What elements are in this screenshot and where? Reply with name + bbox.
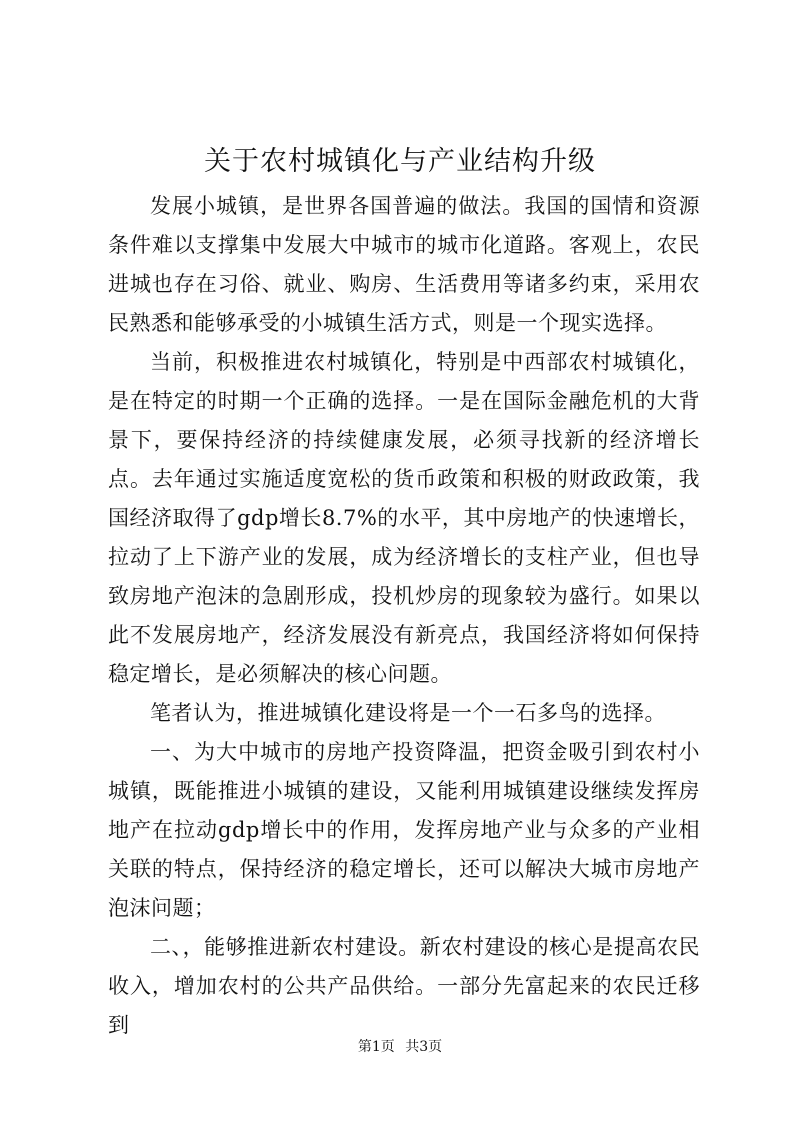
- paragraph: 笔者认为，推进城镇化建设将是一个一石多鸟的选择。: [150, 701, 666, 725]
- paragraph: 当前，积极推进农村城镇化，特别是中西部农村城镇化，是在特定的时期一个正确的选择。一是在国际金融危机的大背景下，要保持经济的持续健康发展，必须寻找新的经济增长点。去年通过实施适度宽松的货币政策和积极的财政政策，我国经济取得了gdp增长8.7%的水平，其中房地产的快速增长，拉动了上下游产业的发展，成为经济增长的支柱产业，但也导致房地产泡沫的急剧形成，投机炒房的现象较为盛行。如果以此不发展房地产，经济发展没有新亮点，我国经济将如何保持稳定增长，是必须解决的核心问题。: [108, 350, 700, 686]
- paragraph: 二、，能够推进新农村建设。新农村建设的核心是提高农民收入，增加农村的公共产品供给。一部分先富起来的农民迁移到: [108, 935, 700, 1037]
- page-footer: [0, 1037, 800, 1057]
- page-number: 第1页: [357, 1039, 395, 1055]
- paragraph: 发展小城镇，是世界各国普遍的做法。我国的国情和资源条件难以支撑集中发展大中城市的城市化道路。客观上，农民进城也存在习俗、就业、购房、生活费用等诸多约束，采用农民熟悉和能够承受的小城镇生活方式，则是一个现实选择。: [108, 194, 700, 335]
- page-total: 共3页: [405, 1039, 443, 1055]
- paragraph: 一、为大中城市的房地产投资降温，把资金吸引到农村小城镇，既能推进小城镇的建设，又能利用城镇建设继续发挥房地产在拉动gdp增长中的作用，发挥房地产业与众多的产业相关联的特点，保持经济的稳定增长，还可以解决大城市房地产泡沫问题；: [108, 740, 700, 920]
- document-title: 关于农村城镇化与产业结构升级: [204, 146, 596, 177]
- document-body: [108, 187, 700, 1045]
